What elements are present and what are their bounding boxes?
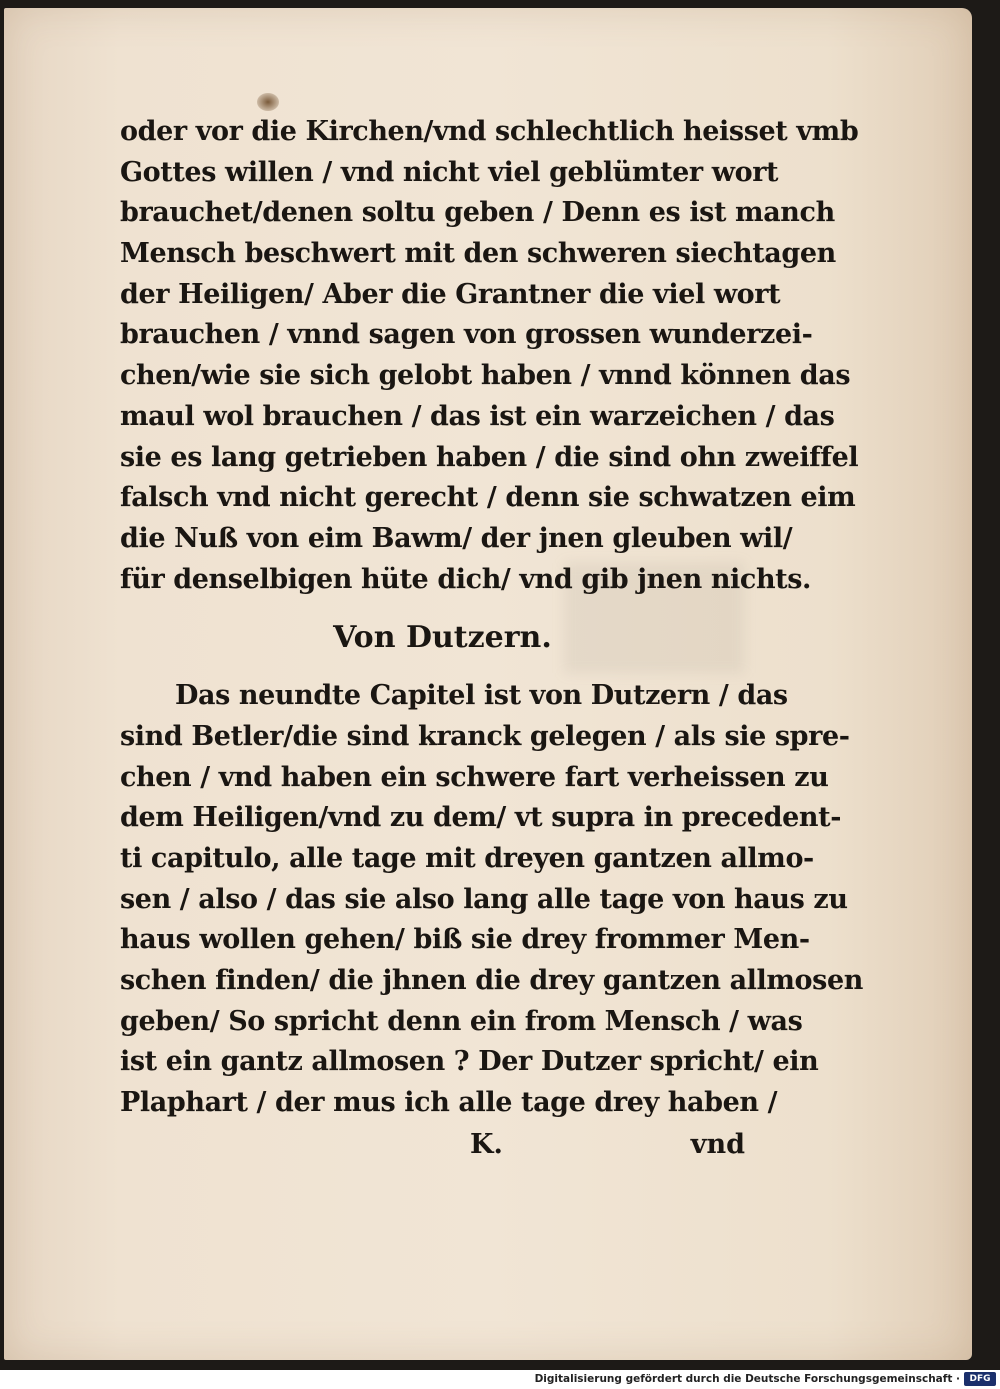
text-line: falsch vnd nicht gerecht / denn sie schwatzen eim [120, 482, 856, 514]
text-line: sie es lang getrieben haben / die sind ohn zweiffel [120, 441, 859, 473]
paragraph-dutzer [120, 676, 863, 1124]
paragraph-grantner [120, 112, 859, 600]
text-line: Plaphart / der mus ich alle tage drey haben / [120, 1087, 778, 1119]
text-line: Das neundte Capitel ist von Dutzern / das [175, 680, 788, 712]
text-line: für denselbigen hüte dich/ vnd gib jnen nichts. [120, 563, 812, 595]
text-line: geben/ So spricht denn ein from Mensch / was [120, 1005, 803, 1037]
ink-stain [257, 93, 279, 111]
funding-notice: Digitalisierung gefördert durch die Deutsche Forschungsgemeinschaft · [534, 1373, 960, 1385]
text-line: chen/wie sie sich gelobt haben / vnnd können das [120, 360, 851, 392]
text-line: dem Heiligen/vnd zu dem/ vt supra in precedent- [120, 802, 842, 834]
text-line: brauchen / vnnd sagen von grossen wunderzei- [120, 319, 813, 351]
text-line: ti capitulo, alle tage mit dreyen gantzen allmo- [120, 843, 814, 874]
text-line: Gottes willen / vnd nicht viel geblümter wort [120, 156, 779, 188]
page-text [120, 112, 863, 1166]
text-line: schen finden/ die jhnen die drey gantzen allmosen [120, 965, 863, 997]
text-line: chen / vnd haben ein schwere fart verheissen zu [120, 761, 829, 793]
signature-mark: K. [470, 1128, 503, 1160]
page-footer [120, 1124, 745, 1166]
text-line: Mensch beschwert mit den schweren siechtagen [120, 238, 836, 270]
dfg-logo: DFG [964, 1372, 996, 1386]
text-line: ist ein gantz allmosen ? Der Dutzer spricht/ ein [120, 1046, 819, 1078]
text-line: brauchet/denen soltu geben / Denn es ist manch [120, 197, 835, 229]
text-line: sind Betler/die sind kranck gelegen / als sie spre- [120, 720, 850, 752]
chapter-heading: Von Dutzern. [333, 620, 552, 656]
text-line: haus wollen gehen/ biß sie drey frommer Men- [120, 924, 810, 956]
text-line: maul wol brauchen / das ist ein warzeichen / das [120, 400, 835, 432]
text-line: der Heiligen/ Aber die Grantner die viel wort [120, 278, 781, 310]
catchword: vnd [690, 1128, 745, 1160]
text-line: oder vor die Kirchen/vnd schlechtlich heisset vmb [120, 116, 859, 147]
funding-bar [0, 1370, 1000, 1389]
text-line: die Nuß von eim Bawm/ der jnen gleuben wil/ [120, 522, 793, 554]
text-line: sen / also / das sie also lang alle tage von haus zu [120, 883, 848, 915]
